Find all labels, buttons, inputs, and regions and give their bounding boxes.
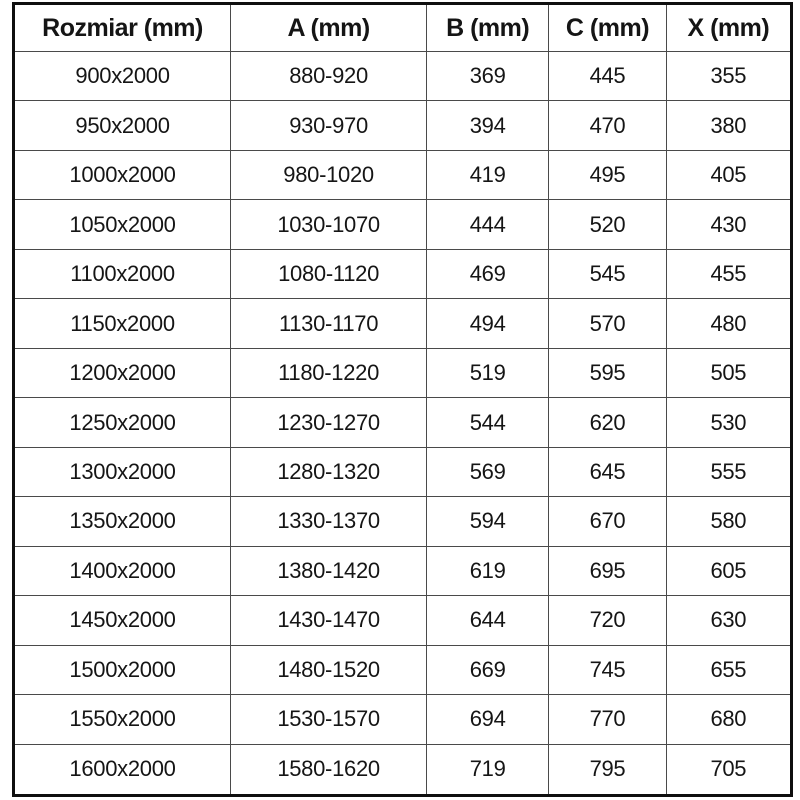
- table-row: [14, 447, 792, 496]
- table-row: [14, 249, 792, 298]
- table-cell: 1550x2000: [14, 695, 231, 744]
- column-header-rozmiar: Rozmiar (mm): [14, 4, 231, 52]
- table-cell: 680: [666, 695, 791, 744]
- table-cell: 519: [427, 348, 549, 397]
- table-cell: 545: [549, 249, 666, 298]
- table-cell: 480: [666, 299, 791, 348]
- table-cell: 1400x2000: [14, 546, 231, 595]
- table-cell: 770: [549, 695, 666, 744]
- column-header-b: B (mm): [427, 4, 549, 52]
- table-cell: 719: [427, 744, 549, 795]
- table-cell: 619: [427, 546, 549, 595]
- table-cell: 1050x2000: [14, 200, 231, 249]
- table-row: [14, 546, 792, 595]
- table-cell: 569: [427, 447, 549, 496]
- table-cell: 1530-1570: [231, 695, 427, 744]
- table-cell: 670: [549, 497, 666, 546]
- table-cell: 694: [427, 695, 549, 744]
- table-cell: 900x2000: [14, 52, 231, 101]
- table-cell: 630: [666, 596, 791, 645]
- table-cell: 1030-1070: [231, 200, 427, 249]
- table-cell: 494: [427, 299, 549, 348]
- table-cell: 444: [427, 200, 549, 249]
- table-row: [14, 695, 792, 744]
- table-cell: 1350x2000: [14, 497, 231, 546]
- table-row: [14, 200, 792, 249]
- table-cell: 705: [666, 744, 791, 795]
- table-cell: 1080-1120: [231, 249, 427, 298]
- table-cell: 469: [427, 249, 549, 298]
- table-cell: 1430-1470: [231, 596, 427, 645]
- table-cell: 580: [666, 497, 791, 546]
- table-cell: 620: [549, 398, 666, 447]
- table-row: [14, 645, 792, 694]
- table-cell: 1450x2000: [14, 596, 231, 645]
- table-cell: 430: [666, 200, 791, 249]
- table-row: [14, 348, 792, 397]
- table-cell: 655: [666, 645, 791, 694]
- table-cell: 470: [549, 101, 666, 150]
- table-cell: 1180-1220: [231, 348, 427, 397]
- table-cell: 1330-1370: [231, 497, 427, 546]
- column-header-a: A (mm): [231, 4, 427, 52]
- table-row: [14, 52, 792, 101]
- table-cell: 1500x2000: [14, 645, 231, 694]
- table-cell: 1280-1320: [231, 447, 427, 496]
- table-cell: 369: [427, 52, 549, 101]
- table-cell: 455: [666, 249, 791, 298]
- table-cell: 950x2000: [14, 101, 231, 150]
- table-cell: 1380-1420: [231, 546, 427, 595]
- table-cell: 1250x2000: [14, 398, 231, 447]
- table-cell: 419: [427, 150, 549, 199]
- table-cell: 594: [427, 497, 549, 546]
- table-cell: 1580-1620: [231, 744, 427, 795]
- table-cell: 530: [666, 398, 791, 447]
- table-cell: 1230-1270: [231, 398, 427, 447]
- table-cell: 695: [549, 546, 666, 595]
- table-cell: 605: [666, 546, 791, 595]
- table-cell: 880-920: [231, 52, 427, 101]
- table-cell: 520: [549, 200, 666, 249]
- table-cell: 1000x2000: [14, 150, 231, 199]
- table-cell: 795: [549, 744, 666, 795]
- table-row: [14, 101, 792, 150]
- table-cell: 405: [666, 150, 791, 199]
- table-cell: 930-970: [231, 101, 427, 150]
- table-cell: 394: [427, 101, 549, 150]
- size-spec-table: [12, 2, 793, 797]
- table-cell: 645: [549, 447, 666, 496]
- table-cell: 380: [666, 101, 791, 150]
- table-cell: 355: [666, 52, 791, 101]
- table-cell: 595: [549, 348, 666, 397]
- table-cell: 1130-1170: [231, 299, 427, 348]
- table-cell: 445: [549, 52, 666, 101]
- table-row: [14, 744, 792, 795]
- table-cell: 980-1020: [231, 150, 427, 199]
- table-cell: 495: [549, 150, 666, 199]
- table-body: [14, 52, 792, 796]
- table-cell: 669: [427, 645, 549, 694]
- table-cell: 555: [666, 447, 791, 496]
- table-cell: 1100x2000: [14, 249, 231, 298]
- table-row: [14, 150, 792, 199]
- table-cell: 720: [549, 596, 666, 645]
- table-cell: 1150x2000: [14, 299, 231, 348]
- table-cell: 1600x2000: [14, 744, 231, 795]
- table-head: [14, 4, 792, 52]
- table-cell: 1480-1520: [231, 645, 427, 694]
- table-cell: 505: [666, 348, 791, 397]
- table-cell: 1300x2000: [14, 447, 231, 496]
- table-row: [14, 596, 792, 645]
- column-header-c: C (mm): [549, 4, 666, 52]
- table-cell: 570: [549, 299, 666, 348]
- table-header-row: [14, 4, 792, 52]
- table-cell: 1200x2000: [14, 348, 231, 397]
- table-row: [14, 398, 792, 447]
- table-cell: 544: [427, 398, 549, 447]
- table-row: [14, 497, 792, 546]
- column-header-x: X (mm): [666, 4, 791, 52]
- size-spec-table-container: [12, 2, 793, 797]
- table-row: [14, 299, 792, 348]
- table-cell: 644: [427, 596, 549, 645]
- table-cell: 745: [549, 645, 666, 694]
